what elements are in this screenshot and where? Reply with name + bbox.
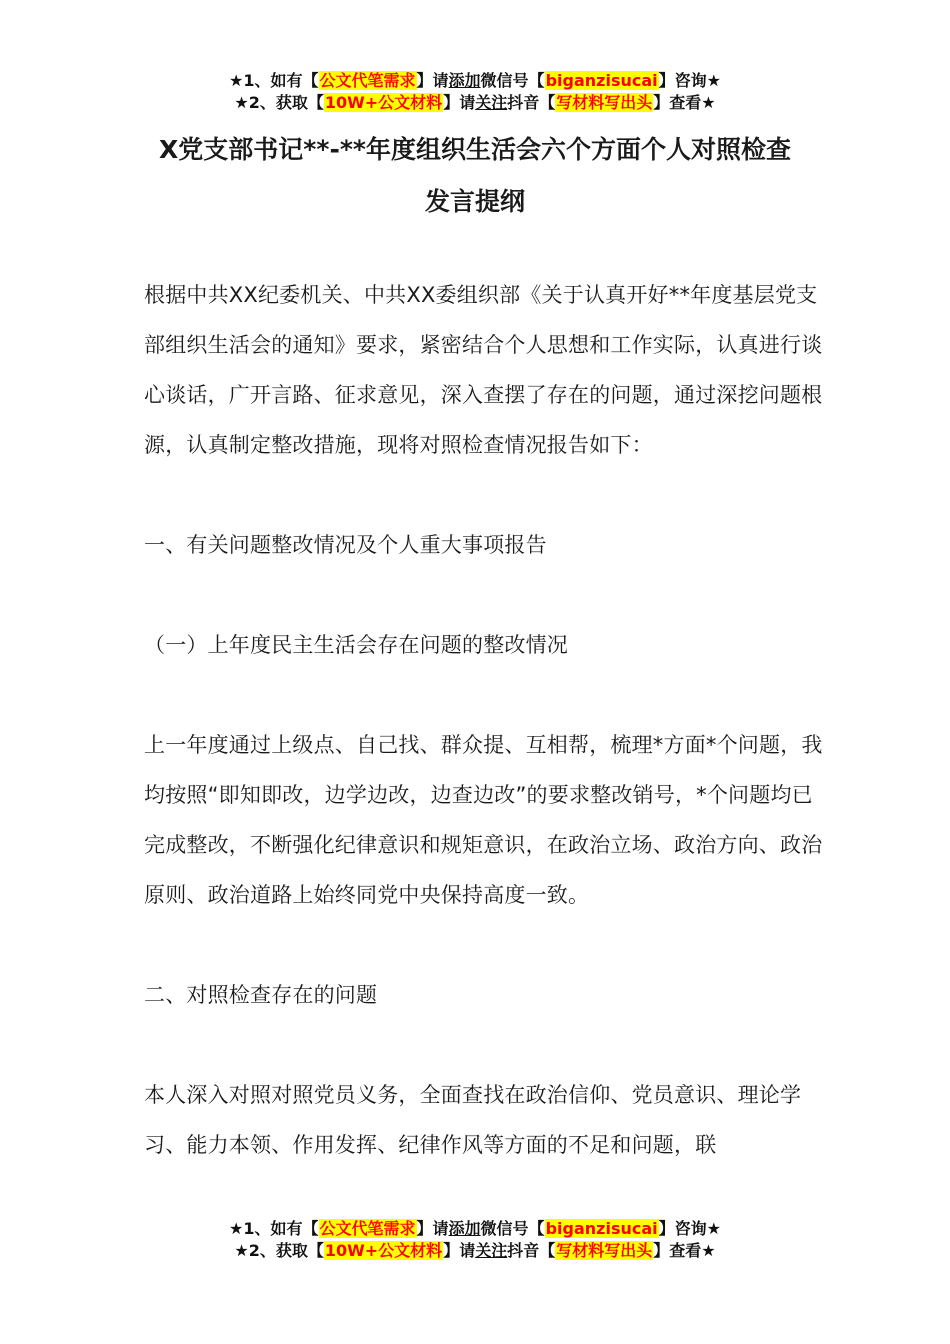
promo-line-2 (0, 92, 950, 114)
wechat-id-highlight: biganzisucai (545, 71, 658, 90)
promo-text: 】咨询★ (658, 71, 721, 90)
promo-text: 】咨询★ (658, 1219, 721, 1238)
title-line-1: X党支部书记**-**年度组织生活会六个方面个人对照检查 (159, 135, 791, 164)
paragraph-gap (144, 1020, 834, 1070)
promo-text: 】查看★ (653, 1241, 716, 1260)
promo-underlined: 添加 (448, 1219, 481, 1238)
promo-line-2 (0, 1240, 950, 1262)
promo-highlight: 公文代笔需求 (319, 1219, 416, 1238)
douyin-id-highlight: 写材料写出头 (556, 1241, 653, 1260)
document-title (0, 124, 950, 228)
promo-text: 抖音【 (507, 1241, 556, 1260)
promo-text: 】请 (443, 1241, 476, 1260)
paragraph-gap (144, 570, 834, 620)
promo-text: 微信号【 (480, 71, 545, 90)
paragraph-gap (144, 920, 834, 970)
document-body (144, 270, 834, 1170)
section-2-body: 本人深入对照对照党员义务，全面查找在政治信仰、党员意识、理论学习、能力本领、作用发挥、纪律作风等方面的不足和问题，联 (144, 1083, 802, 1157)
promo-text: 】请 (416, 1219, 449, 1238)
promo-line-1 (0, 1218, 950, 1240)
promo-text: 】查看★ (653, 93, 716, 112)
promo-text: ★1、如有【 (229, 1219, 319, 1238)
promo-text: ★1、如有【 (229, 71, 319, 90)
promo-highlight: 10W+公文材料 (324, 93, 443, 112)
promo-text: 】请 (416, 71, 449, 90)
paragraph-gap (144, 470, 834, 520)
intro-paragraph: 根据中共XX纪委机关、中共XX委组织部《关于认真开好**年度基层党支部组织生活会的通知》要求，紧密结合个人思想和工作实际，认真进行谈心谈话，广开言路、征求意见，深入查摆了存在的问题，通过深挖问题根源，认真制定整改措施，现将对照检查情况报告如下： (144, 283, 823, 457)
title-line-2: 发言提纲 (424, 187, 525, 216)
promo-text: ★2、获取【 (234, 1241, 324, 1260)
promo-line-1 (0, 70, 950, 92)
wechat-id-highlight: biganzisucai (545, 1219, 658, 1238)
promo-underlined: 关注 (475, 93, 508, 112)
promo-highlight: 公文代笔需求 (319, 71, 416, 90)
promo-highlight: 10W+公文材料 (324, 1241, 443, 1260)
promo-text: ★2、获取【 (234, 93, 324, 112)
promo-underlined: 添加 (448, 71, 481, 90)
subsection-1-body: 上一年度通过上级点、自己找、群众提、互相帮，梳理*方面*个问题，我均按照“即知即改，边学边改，边查边改”的要求整改销号，*个问题均已完成整改，不断强化纪律意识和规矩意识，在政治立场、政治方向、政治原则、政治道路上始终同党中央保持高度一致。 (144, 733, 823, 907)
subsection-1-heading: （一）上年度民主生活会存在问题的整改情况 (144, 633, 568, 657)
paragraph-gap (144, 670, 834, 720)
promo-banner-top (0, 70, 950, 114)
promo-text: 抖音【 (507, 93, 556, 112)
section-2-heading: 二、对照检查存在的问题 (144, 983, 378, 1007)
promo-underlined: 关注 (475, 1241, 508, 1260)
promo-banner-bottom (0, 1218, 950, 1262)
promo-text: 微信号【 (480, 1219, 545, 1238)
douyin-id-highlight: 写材料写出头 (556, 93, 653, 112)
section-1-heading: 一、有关问题整改情况及个人重大事项报告 (144, 533, 547, 557)
promo-text: 】请 (443, 93, 476, 112)
